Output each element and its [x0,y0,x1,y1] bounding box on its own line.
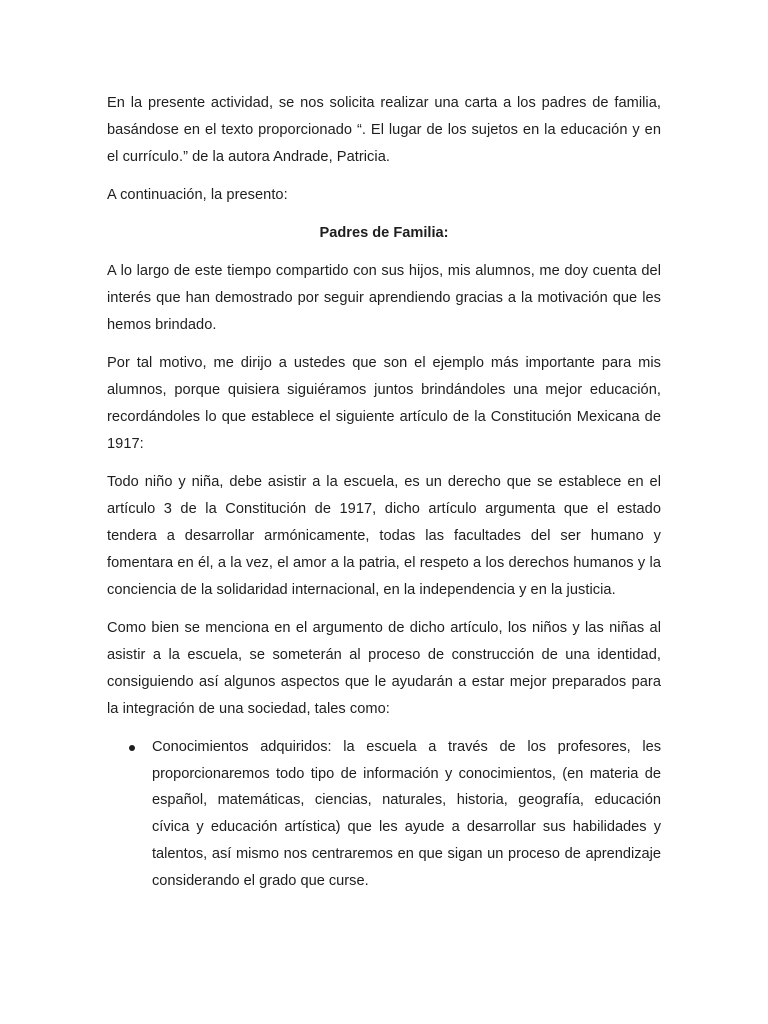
letter-paragraph-4: Como bien se menciona en el argumento de dicho artículo, los niños y las niñas al asistir a la escuela, se someterán al proceso de construcción de una identidad, consiguiendo así algunos aspectos que le ayudarán a estar mejor preparados para la integración de una sociedad, tales como: [107,620,661,717]
list-item [107,734,661,894]
intro-paragraph: En la presente actividad, se nos solicita realizar una carta a los padres de familia, basándose en el texto proporcionado “. El lugar de los sujetos en la educación y en el currículo.” de la autora Andrade, Patricia. [107,95,661,165]
bullet-icon [129,745,135,751]
document-page [107,90,661,894]
letter-heading: Padres de Familia: [319,225,449,241]
letter-paragraph-2: Por tal motivo, me dirijo a ustedes que son el ejemplo más importante para mis alumnos, porque quisiera siguiéramos juntos brindándoles una mejor educación, recordándoles lo que establece el siguiente artículo de la Constitución Mexicana de 1917: [107,355,661,452]
letter-paragraph-3: Todo niño y niña, debe asistir a la escuela, es un derecho que se establece en el artículo 3 de la Constitución de 1917, dicho artículo argumenta que el estado tendera a desarrollar armónicamente, todas las facultades del ser humano y fomentara en él, a la vez, el amor a la patria, el respeto a los derechos humanos y la conciencia de la solidaridad internacional, en la independencia y en la justicia. [107,474,661,598]
letter-paragraph-1: A lo largo de este tiempo compartido con sus hijos, mis alumnos, me doy cuenta del interés que han demostrado por seguir aprendiendo gracias a la motivación que les hemos brindado. [107,263,661,333]
list-item-text: Conocimientos adquiridos: la escuela a través de los profesores, les proporcionaremos todo tipo de información y conocimientos, (en materia de español, matemáticas, ciencias, naturales, historia, geografía, educación cívica y educación artística) que les ayude a desarrollar sus habilidades y talentos, así mismo nos centraremos en que sigan un proceso de aprendizaje considerando el grado que curse. [152,739,661,889]
lead-in-paragraph: A continuación, la presento: [107,187,288,203]
bullet-list [107,734,661,894]
